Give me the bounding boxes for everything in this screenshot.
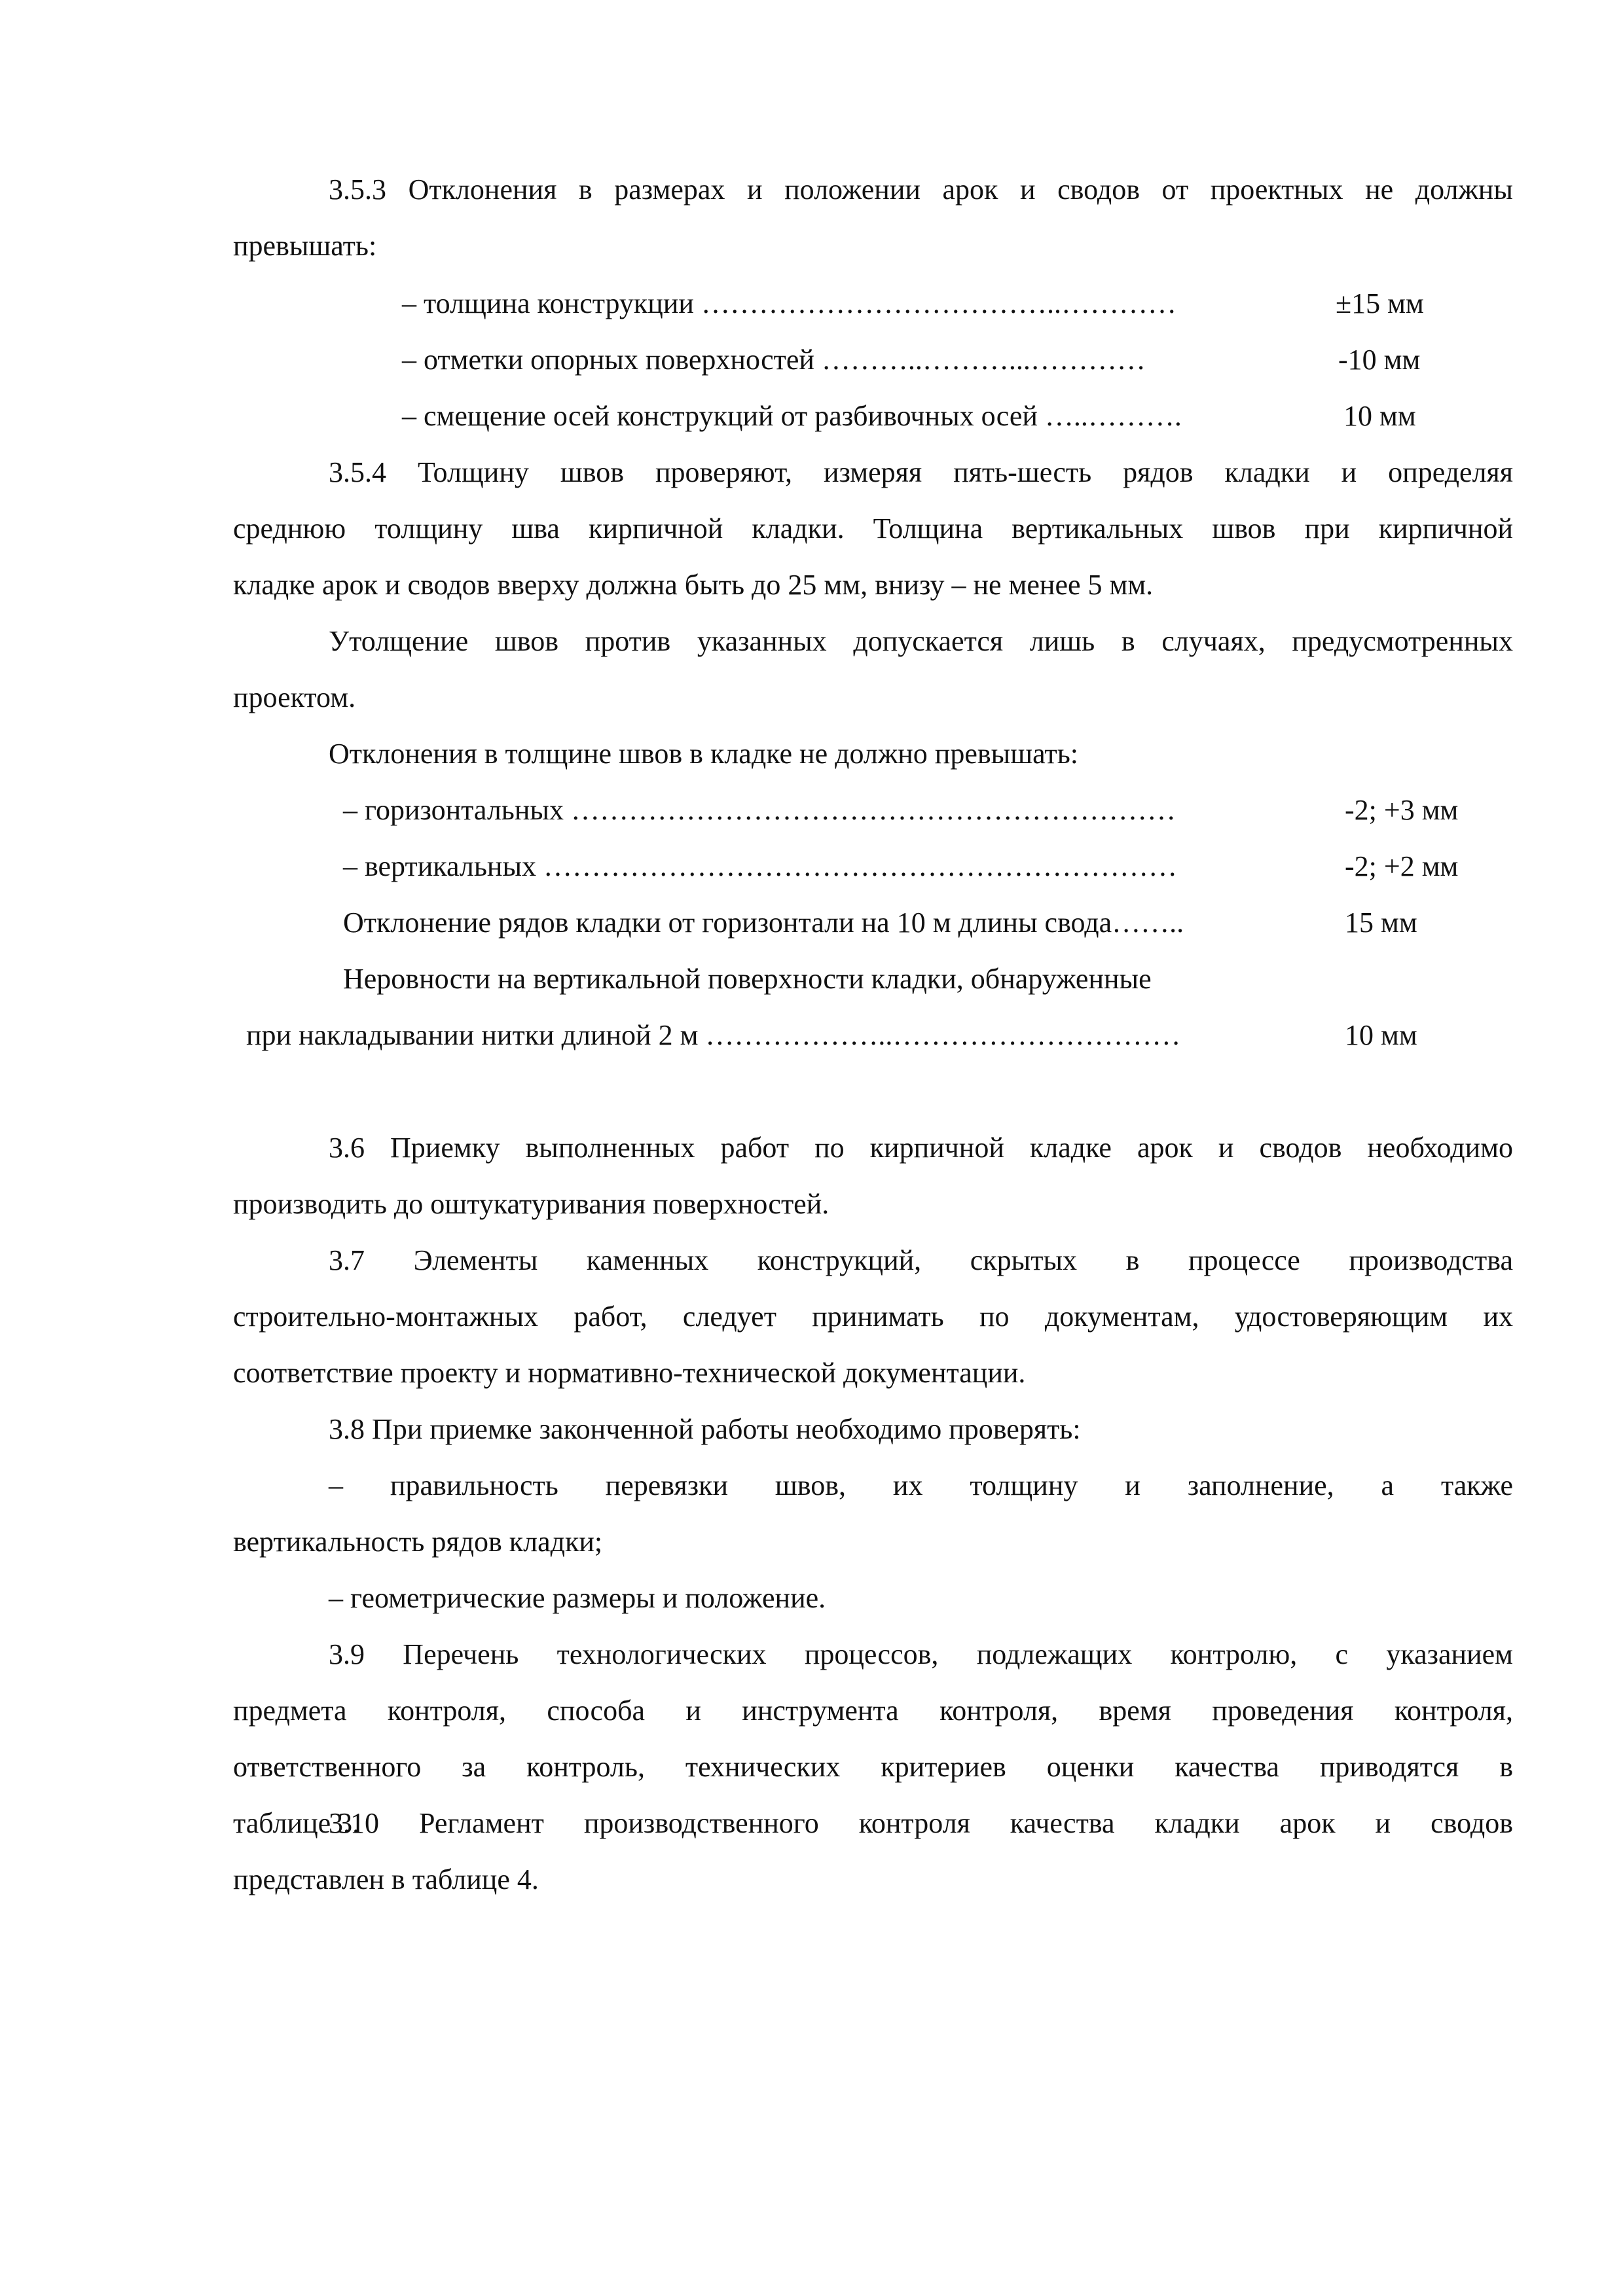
para-thick-line1: Утолщение швов против указанных допускается лишь в случаях, предусмотренных: [329, 625, 1513, 657]
para-310-line2: представлен в таблице 4.: [233, 1863, 539, 1895]
para-39-line3: ответственного за контроль, технических критериев оценки качества приводятся в: [233, 1751, 1513, 1783]
para-37-line1: 3.7 Элементы каменных конструкций, скрытых в процессе производства: [329, 1244, 1513, 1276]
tolerance-label: – толщина конструкции ………………………………..…………: [402, 287, 1176, 319]
tolerance-label: – отметки опорных поверхностей ………..………...…………: [402, 344, 1146, 376]
para-38-line1: 3.8 При приемке законченной работы необходимо проверять:: [329, 1413, 1081, 1445]
para-354-line3: кладке арок и сводов вверху должна быть до 25 мм, внизу – не менее 5 мм.: [233, 569, 1154, 601]
tolerance-label: – смещение осей конструкций от разбивочных осей …..……….: [402, 400, 1182, 432]
tolerance-value: -2; +2 мм: [1345, 850, 1459, 882]
para-uneven-line1: Неровности на вертикальной поверхности кладки, обнаруженные: [343, 963, 1152, 995]
tolerance-label: при накладывании нитки длиной 2 м ………………..…………………………: [246, 1019, 1181, 1051]
bullet-item: – геометрические размеры и положение.: [329, 1582, 826, 1614]
tolerance-value: -2; +3 мм: [1345, 794, 1459, 826]
tolerance-value: 10 мм: [1345, 1019, 1417, 1051]
para-310-line1: 3.10 Регламент производственного контроля качества кладки арок и сводов: [329, 1807, 1513, 1839]
para-37-line3: соответствие проекту и нормативно-технической документации.: [233, 1357, 1026, 1389]
para-36-line2: производить до оштукатуривания поверхностей.: [233, 1188, 830, 1220]
tolerance-value: -10 мм: [1338, 344, 1421, 376]
tolerance-value: 10 мм: [1343, 400, 1416, 432]
tolerance-label: – горизонтальных ………………………………………………………: [343, 794, 1176, 826]
para-39-line4: таблице 3.: [233, 1807, 360, 1839]
para-39-line1: 3.9 Перечень технологических процессов, подлежащих контролю, с указанием: [329, 1638, 1513, 1670]
bullet-item-cont: вертикальность рядов кладки;: [233, 1526, 603, 1558]
para-39-line2: предмета контроля, способа и инструмента контроля, время проведения контроля,: [233, 1695, 1513, 1727]
para-dev-intro: Отклонения в толщине швов в кладке не должно превышать:: [329, 738, 1079, 770]
tolerance-value: ±15 мм: [1336, 287, 1424, 319]
para-354-line2: среднюю толщину шва кирпичной кладки. Толщина вертикальных швов при кирпичной: [233, 512, 1513, 545]
para-37-line2: строительно-монтажных работ, следует принимать по документам, удостоверяющим их: [233, 1300, 1513, 1333]
tolerance-label: Отклонение рядов кладки от горизонтали на 10 м длины свода……..: [343, 906, 1184, 939]
bullet-item: – правильность перевязки швов, их толщину и заполнение, а также: [329, 1469, 1513, 1501]
para-36-line1: 3.6 Приемку выполненных работ по кирпичной кладке арок и сводов необходимо: [329, 1132, 1513, 1164]
tolerance-value: 15 мм: [1345, 906, 1417, 939]
para-thick-line2: проектом.: [233, 681, 356, 713]
tolerance-label: – вертикальных …………………………………………………………: [343, 850, 1178, 882]
para-353-line2: превышать:: [233, 230, 377, 262]
para-354-line1: 3.5.4 Толщину швов проверяют, измеряя пять-шесть рядов кладки и определяя: [329, 456, 1513, 488]
para-353-line1: 3.5.3 Отклонения в размерах и положении арок и сводов от проектных не должны: [329, 173, 1513, 206]
